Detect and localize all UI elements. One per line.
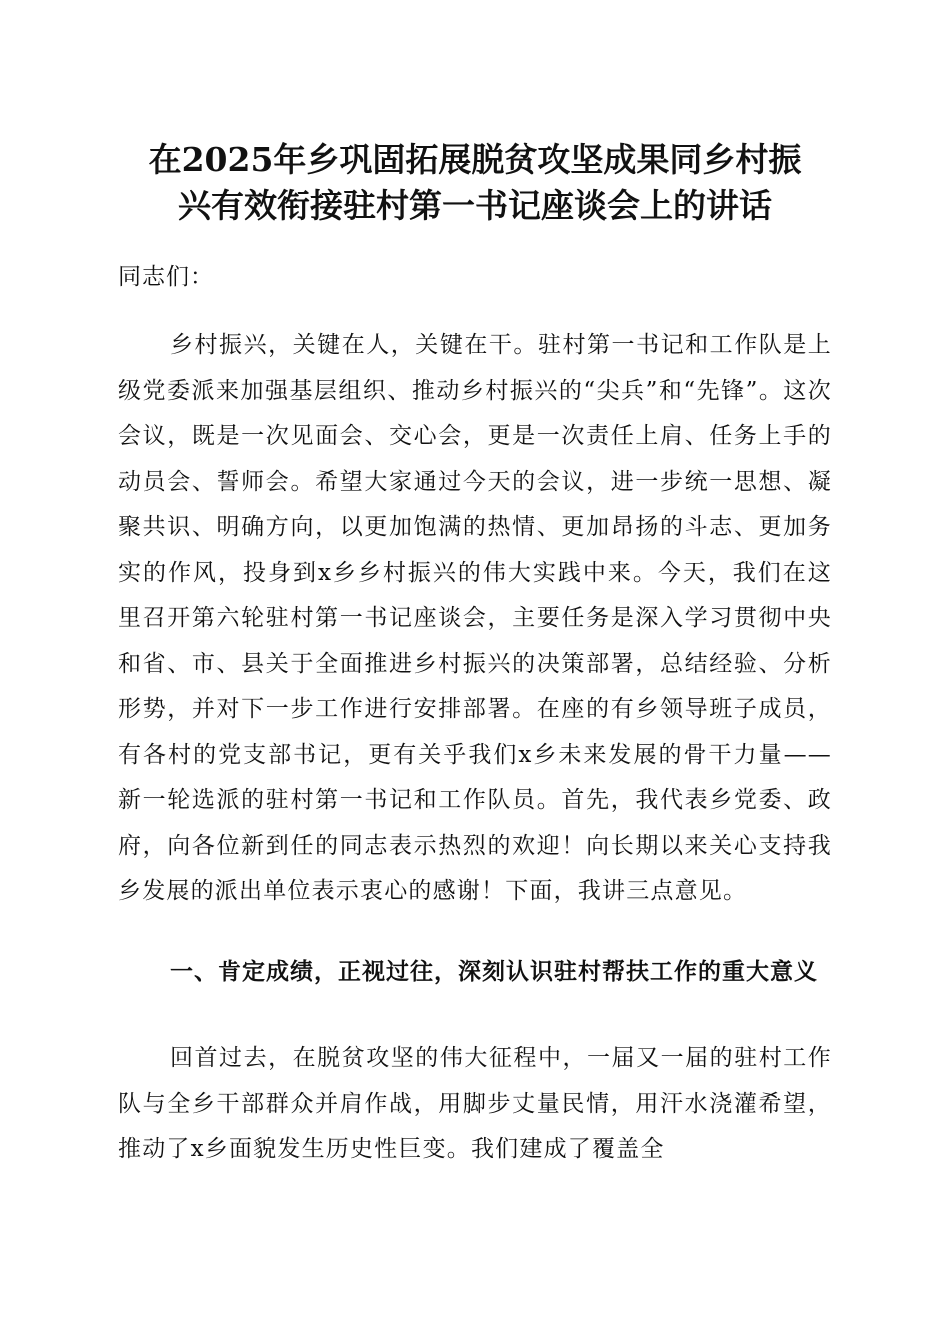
document-title xyxy=(118,137,832,229)
paragraph-intro: 乡村振兴，关键在人，关键在干。驻村第一书记和工作队是上级党委派来加强基层组织、推动乡村振兴的“尖兵”和“先锋”。这次会议，既是一次见面会、交心会，更是一次责任上肩、任务上手的动员会、誓师会。希望大家通过今天的会议，进一步统一思想、凝聚共识、明确方向，以更加饱满的热情、更加昂扬的斗志、更加务实的作风，投身到x乡乡村振兴的伟大实践中来。今天，我们在这里召开第六轮驻村第一书记座谈会，主要任务是深入学习贯彻中央和省、市、县关于全面推进乡村振兴的决策部署，总结经验、分析形势，并对下一步工作进行安排部署。在座的有乡领导班子成员，有各村的党支部书记，更有关乎我们x乡未来发展的骨干力量——新一轮选派的驻村第一书记和工作队员。首先，我代表乡党委、政府，向各位新到任的同志表示热烈的欢迎！向长期以来关心支持我乡发展的派出单位表示衷心的感谢！下面，我讲三点意见。 xyxy=(118,332,832,904)
salutation: 同志们： xyxy=(118,264,214,290)
section-heading-1: 一、肯定成绩，正视过往，深刻认识驻村帮扶工作的重大意义 xyxy=(170,959,818,985)
title-line-1: 在2025年乡巩固拓展脱贫攻坚成果同乡村振 xyxy=(148,140,802,179)
paragraph-section-1: 回首过去，在脱贫攻坚的伟大征程中，一届又一届的驻村工作队与全乡干部群众并肩作战，用脚步丈量民情，用汗水浇灌希望，推动了x乡面貌发生历史性巨变。我们建成了覆盖全 xyxy=(118,1045,832,1162)
title-line-2: 兴有效衔接驻村第一书记座谈会上的讲话 xyxy=(178,186,772,225)
